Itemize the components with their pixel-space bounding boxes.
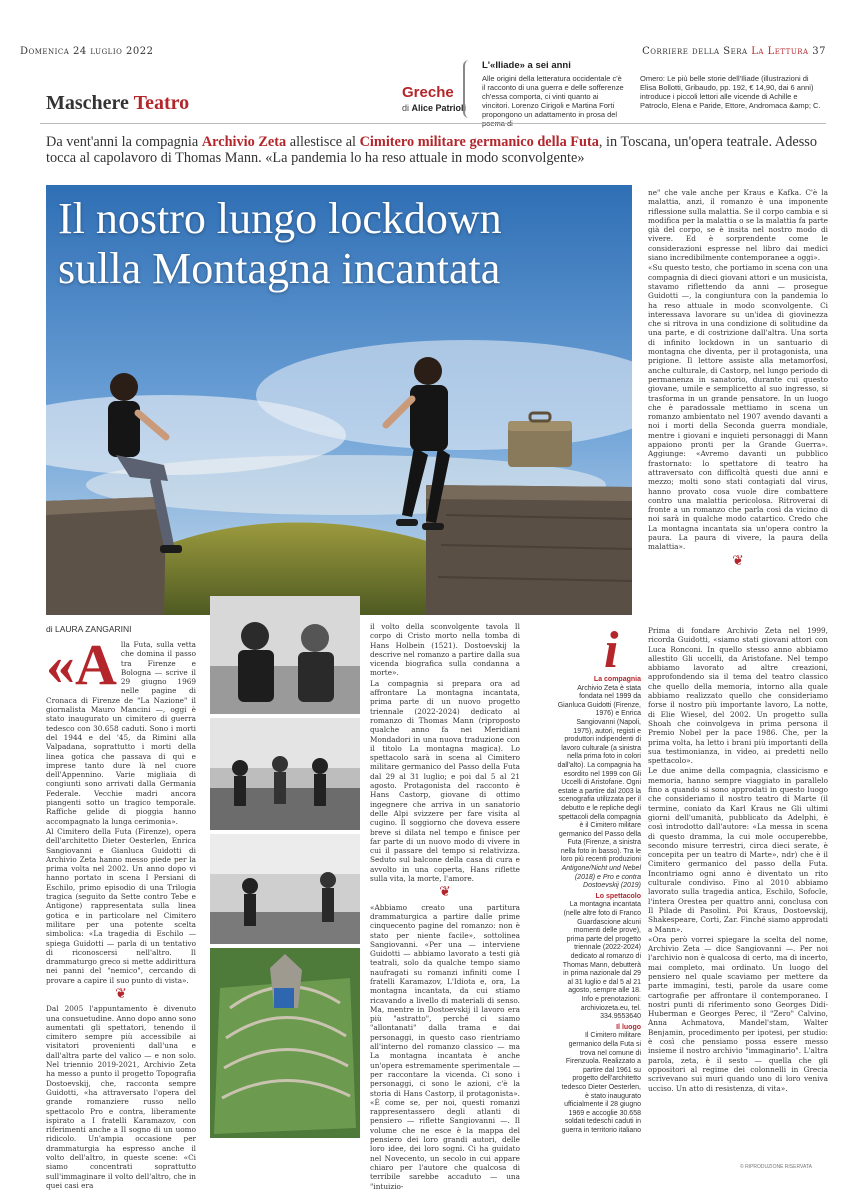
article-paragraph: ne" che vale anche per Kraus e Kafka. C'è la malattia, anzi, il romanzo è una imponente riflessione sulla malattia. Se il corpo cambia e si modifica per la malattia o se la malattia fa parte già del corpo, se è insita nel nostro modo di vivere. Ed è sorprendente come le considerazioni espresse nel libro dai medici siano incredibilmente contemporanee a oggi». xyxy=(648,188,828,263)
author-name: Alice Patrioli xyxy=(411,103,467,113)
info-heading: La compagnia xyxy=(593,676,641,683)
paper-name: Corriere della Sera xyxy=(642,46,748,57)
standfirst xyxy=(46,134,826,166)
drop-cap-letter: A xyxy=(75,632,117,697)
article-paragraph: Prima di fondare Archivio Zeta nel 1999, ricorda Guidotti, «siamo stati giovani attori con Luca Ronconi. In quello stesso anno abbiamo allestito Gli uccelli, da Aristofane. Nel tempo abbiamo lavorato ad altre creazioni, approfondendo sia il tema del teatro classico che quello della memoria, intorno alla quale abbiamo realizzato quello che consideriamo forse il nostro più importante lavoro, La notte, di Elie Wiesel, del 2002. Un progetto sulla Shoah che coinvolgeva in prima persona il Premio Nobel per la pace 1986. Che, per la prima volta, ha letto i brani più importanti della sua testimonianza, in video, ai predetti nello spettacolo». xyxy=(648,626,828,766)
article-column-2 xyxy=(370,622,520,1192)
drop-cap: «A xyxy=(46,632,117,697)
iliade-title: L'«Iliade» a sei anni xyxy=(482,60,571,71)
headline-line: Il nostro lungo lockdown xyxy=(58,194,502,243)
subsection-label: Teatro xyxy=(133,92,190,114)
brace-divider xyxy=(463,60,473,118)
byline: di LAURA ZANGARINI xyxy=(46,624,132,634)
info-text: Il Cimitero militare germanico della Futa si trova nel comune di Firenzuola. Realizzato a partire dal 1961 su progetto dell'architetto tedesco Dieter Oesterlen, è stato inaugurato ufficialmente il 28 giugno 1969 e accoglie 30.658 soldati tedeschi caduti in guerra in territorio italiano xyxy=(561,1032,641,1134)
section-label: Maschere xyxy=(46,92,129,114)
article-paragraph: «Su questo testo, che portiamo in scena con una compagnia di dieci giovani attori e un musicista, stavamo riflettendo da anni — prosegue Guidotti —, la congiuntura con la pandemia lo ha reso attuale in modo sconvolgente. Ci interessava lavorare su un'idea di giovinezza che si ritrova in una condizione di solitudine da una parte, e di costrizione dall'altra. Una sorta di infinito lockdown in un santuario di montagna che diventa, per il protagonista, una prigione. Il lettore assiste alla metamorfosi, anche culturale, di Castorp, nel lungo periodo di permanenza in sanatorio, durante cui questo giovane, umile e semplicetto al suo ingresso, si trasforma in un grande pensatore. In un luogo che è paradossale mettiamo in scena un romanzo ambientato nel 1907 avendo davanti a noi i morti della Seconda guerra mondiale, mentre i giovani e inquieti personaggi di Mann appaiono pronti per la Grande Guerra». Aggiunge: «Avremo davanti un pubblico frastornato: lo spettatore di teatro ha attraversato con difficoltà questi due anni e mezzo; molti sono stati contagiati dal virus, hanno provato cosa vuole dire combattere contro una malattia pericolosa. Ritroverai di fronte a un romanzo che parla così da vicino di noi sarà in qualche modo catartico. Credo che La montagna incantata sia un'opera contro la paura. La paura di vivere, la paura della malattia». xyxy=(648,263,828,552)
info-heading: Lo spettacolo xyxy=(595,892,641,900)
headline-line: sulla Montagna incantata xyxy=(58,244,501,293)
cemetery-aerial-photo xyxy=(210,948,360,1138)
page-number: 37 xyxy=(812,46,826,57)
article-column-4 xyxy=(648,626,828,1094)
article-paragraph: Le due anime della compagnia, classicismo e memoria, hanno sempre viaggiato in parallelo fino a quando si sono approdati in questo luogo che consideriamo il nostro teatro di Marte (il termine, coniato da Karl Kraus ne Gli ultimi giorni dell'umanità, pubblicato da Adelphi, è così introdotto dall'autore: «La messa in scena di questo dramma, la cui mole occuperebbe, secondo misure terrestri, circa dieci serate, è concepita per un teatro di Marte», ndr) che è il Cimitero germanico del passo della Futa. Incontriamo ogni anno è diventato un rito culturale condiviso. Fino al 2010 abbiamo lavorato sulla tragedia antica, Eschilo, Sofocle, l'intera Orestea per quattro anni, conclusa con Il Pilade di Pasolini. Poi Kraus, Dostoevskij, Shakespeare, Corti, Zar. Finché siamo approdati a Mann». xyxy=(648,766,828,934)
photo-strip xyxy=(210,596,360,1142)
section-title xyxy=(46,92,189,115)
column-author xyxy=(402,103,466,113)
copyright-note: © RIPRODUZIONE RISERVATA xyxy=(740,1164,812,1170)
info-text: La montagna incantata (nelle altre foto di Franco Guardascione alcuni momenti delle prove), prima parte del progetto triennale (2022-2024) dedicato al romanzo di Thomas Mann, debutterà in prima nazionale dal 29 al 31 luglio e dal 5 al 21 agosto, sempre alle 18. Info e prenotazioni: archiviozeta.eu, tel. 334.9553640 xyxy=(562,901,641,1021)
article-paragraph: il volto della sconvolgente tavola Il corpo di Cristo morto nella tomba di Hans Holbein (1521). Dostoevskij la descrive nel romanzo a partire dalla sua vicenda biografica sulla condanna a morte». xyxy=(370,622,520,678)
standfirst-text: Da vent'anni la compagnia xyxy=(46,134,202,150)
supplement-name: La Lettura xyxy=(751,46,809,57)
article-paragraph: La compagnia si prepara ora ad affrontare La montagna incantata, prima parte di un nuovo progetto triennale (2022-2024) dedicato al romanzo di Thomas Mann (riproposto qualche anno fa nei Meridiani Mondadori in una nuova traduzione con il titolo La montagna magica). Lo spettacolo sarà in scena al Cimitero militare germanico del Passo della Futa dal 29 al 31 luglio; e poi dal 5 al 21 agosto. Protagonista del racconto è Hans Castorp, giovane di ottimo ingegnere che arriva in un sanatorio delle Alpi svizzere per fare visita al cugino. Il soggiorno che doveva essere breve si dilata nel tempo e finisce per far parte di un nuovo modo di vivere in cui il passare del tempo si relativizza. Seduto sul balcone della casa di cura e avvolto in una coperta, Hans riflette sulla vita, la morte, l'amore. xyxy=(370,678,520,884)
info-text: Archivio Zeta è stata fondata nel 1999 da Gianluca Guidotti (Firenze, 1976) e Enrica Sangiovanni (Napoli, 1975), autori, registi e produttori indipendenti di lavoro culturale (a sinistra nella prima foto in colori dall'alto). La compagnia ha esordito nel 1999 con Gli Uccelli di Aristofane. Ogni estate a partire dal 2003 la scenografia utilizzata per il debutto e le repliche degli spettacoli della compagnia è il Cimitero militare germanico del Passo della Futa (Firenze, a sinistra nella foto in basso). Tra le loro più recenti produzioni xyxy=(557,684,641,864)
column-label: Greche xyxy=(402,84,454,101)
masthead xyxy=(642,46,826,57)
cemetery-aerial-image xyxy=(210,948,360,1138)
iliade-credits: Omero: Le più belle storie dell'Iliade (illustrazioni di Elisa Bollotti, Gribaudo, pp. 192, € 14,90, dai 6 anni) introduce i piccoli lettori alle vicende di Achille e Patroclo, Elena e Paride, Ettore, Andromaca &amp; C. xyxy=(640,74,821,110)
article-paragraph xyxy=(46,632,196,826)
article-paragraph: «Ora però vorrei spiegare la scelta del nome, Archivio Zeta — dice Sangiovanni —. Per noi l'archivio non è qualcosa di certo, ma di incerto, mai completo, mai ordinato. Un luogo del pensiero nel quale scaviamo per mettere da parte immagini, testi, parole da usare come cartografie per affrontare il contemporaneo. I nostri punti di riferimento sono Georges Didi-Huberman e Georges Perec, il "Zero" Calvino, Anna Achmatova, Mandel'stam, Walter Benjamin, procedimento per ipotesi, per studio: è così che pensiamo possa essere messo insieme il nostro archivio "immaginario". L'altra parola, zeta, è il sesto — quella che gli oppositori al regime dei colonnelli in Grecia scrivevano sui muri quando uno di loro veniva ucciso. Un atto di resistenza, di vita». xyxy=(648,934,828,1093)
separator-icon: ❦ xyxy=(732,552,744,569)
info-text: Antigone/Nicht und Nebel (2018) e Pro e contra Dostoevskij (2019) xyxy=(561,865,641,890)
rehearsal-photo-3 xyxy=(210,834,360,944)
article-column-right xyxy=(648,188,828,571)
section-rule xyxy=(40,123,826,124)
info-box xyxy=(556,676,641,1135)
rehearsal-photo-image xyxy=(210,718,360,830)
article-text: lla Futa, sulla vetta che domina il passo tra Firenze e Bologna — scrive il 29 giugno 1969 nelle pagine di Cronaca di Firenze de "La Nazione" il giornalista Mauro Mancini —, oggi è stato inaugurato un cimitero di guerra tedesco con 30.658 caduti. Sono i morti del 1944 e del '45, da Rimini alla Valpadana, soprattutto i morti della linea gotica che passava di qui e imprese tanto dure là nel cuore dell'Appennino. Varie migliaia di congiunti sono arrivati dalla Germania Federale. Vecchie madri ancora piangenti sotto un tragico temporale. Raffiche gelide di pioggia hanno accompagnato la lunga cerimonia». xyxy=(46,640,196,826)
company-name: Archivio Zeta xyxy=(201,134,287,150)
article-paragraph: Dal 2005 l'appuntamento è divenuto una consuetudine. Anno dopo anno sono aumentati gli spettatori, tenendo il cimitero sempre più accessibile ai visitatori provenienti dall'una e dall'altra parte del valico — e non solo. Nel triennio 2019-2021, Archivio Zeta ha messo a punto il progetto Topografia Dostoevskij, che, racconta sempre Guidotti, «ha attraversato l'opera del grande romanziere russo nello spettacolo Pro e contra, liberamente ispirato a I fratelli Karamazov, con riferimenti anche a Il sogno di un uomo ridicolo. Un'ampia occasione per drammaturgia ha espresso anche il volto dell'altro, in queste scene: «Ci siamo concentrati soprattutto sull'immaginare il volto dell'altro, che in quei casi era xyxy=(46,1004,196,1190)
standfirst-text: allestisce al xyxy=(286,134,360,150)
article-paragraph: Al Cimitero della Futa (Firenze), opera dell'architetto Dieter Oesterlen, Enrica Sangiovanni e Gianluca Guidotti di Archivio Zeta hanno messo piede per la prima volta nel 2002. Un anno dopo vi hanno portato in scena I Persiani di Eschilo, primo episodio di una Trilogia tragica (seguito da Sette contro Tebe e Antigone) rappresentata sulla linea gotica e in particolare nel Cimitero militare per una potente scelta simbolica: «La tragedia di Eschilo — spiega Guidotti — parla di un tentativo di riconoscersi nell'altro. Il drammaturgo greco si mette addirittura nei panni del "nemico", cercando di provare a capire il suo punto di vista». xyxy=(46,826,196,985)
author-prefix: di xyxy=(402,103,410,113)
rehearsal-photo-image xyxy=(210,834,360,944)
separator-icon: ❦ xyxy=(439,884,451,901)
article-column-1 xyxy=(46,632,196,1191)
iliade-text: Alle origini della letteratura occidentale c'è il racconto di una guerra e delle sofferenze ch'essa comporta, ci vinti quanto ai vincitori. Lorenzo Cirigoli e Martina Forti propongono un adattamento in prosa del xyxy=(482,74,624,119)
rehearsal-photo-1 xyxy=(210,596,360,714)
info-icon: i xyxy=(604,622,619,679)
standfirst-text: , in Toscana, un'opera teatrale. Adesso tocca al capolavoro di Thomas Mann. «La pandemia lo ha reso attuale in modo sconvolgente» xyxy=(46,134,817,166)
rehearsal-photo-2 xyxy=(210,718,360,830)
rehearsal-photo-image xyxy=(210,596,360,714)
separator-icon: ❦ xyxy=(115,985,127,1002)
headline xyxy=(58,194,618,294)
article-paragraph: «Abbiamo creato una partitura drammaturgica a partire dalle prime cinquecento pagine del romanzo: non è stato per niente facile», sottolinea Sangiovanni. «Per una — interviene Guidotti — abbiamo lavorato a testi già teatrali, solo da qualche tempo siamo naufragati su romanzi infiniti come I fratelli Karamazov, L'Idiota e, ora, La montagna incantata, da cui stiamo ricavando a livello di materiali di senso. Ma, mentre in Dostoevskij il lavoro era più "astratto", perché ci siamo "allontanati" dalla trama e dai personaggi, in questo caso rientriamo all'interno del romanzo classico — ma La montagna incantata è anche un'opera estremamente sperimentale — per raccontare la vicenda. Ci sono i personaggi, ci sono le azioni, c'è la storia di Hans Castorp, il protagonista». «È come se, per noi, questi romanzi rappresentassero degli atlanti di pensiero — riflette Sangiovanni —. Il volume che ne esce è la mappa del pensiero dei loro grandi autori, delle loro idee, dei loro sogni. Ci ha guidato nel Novecento, un secolo in cui appare chiaro per l'autore che qualcosa di terribile sarebbe accaduto — una "intuizio- xyxy=(370,902,520,1191)
issue-date: Domenica 24 luglio 2022 xyxy=(20,46,154,57)
venue-name: Cimitero militare germanico della Futa xyxy=(359,134,599,150)
info-heading: Il luogo xyxy=(616,1023,641,1031)
